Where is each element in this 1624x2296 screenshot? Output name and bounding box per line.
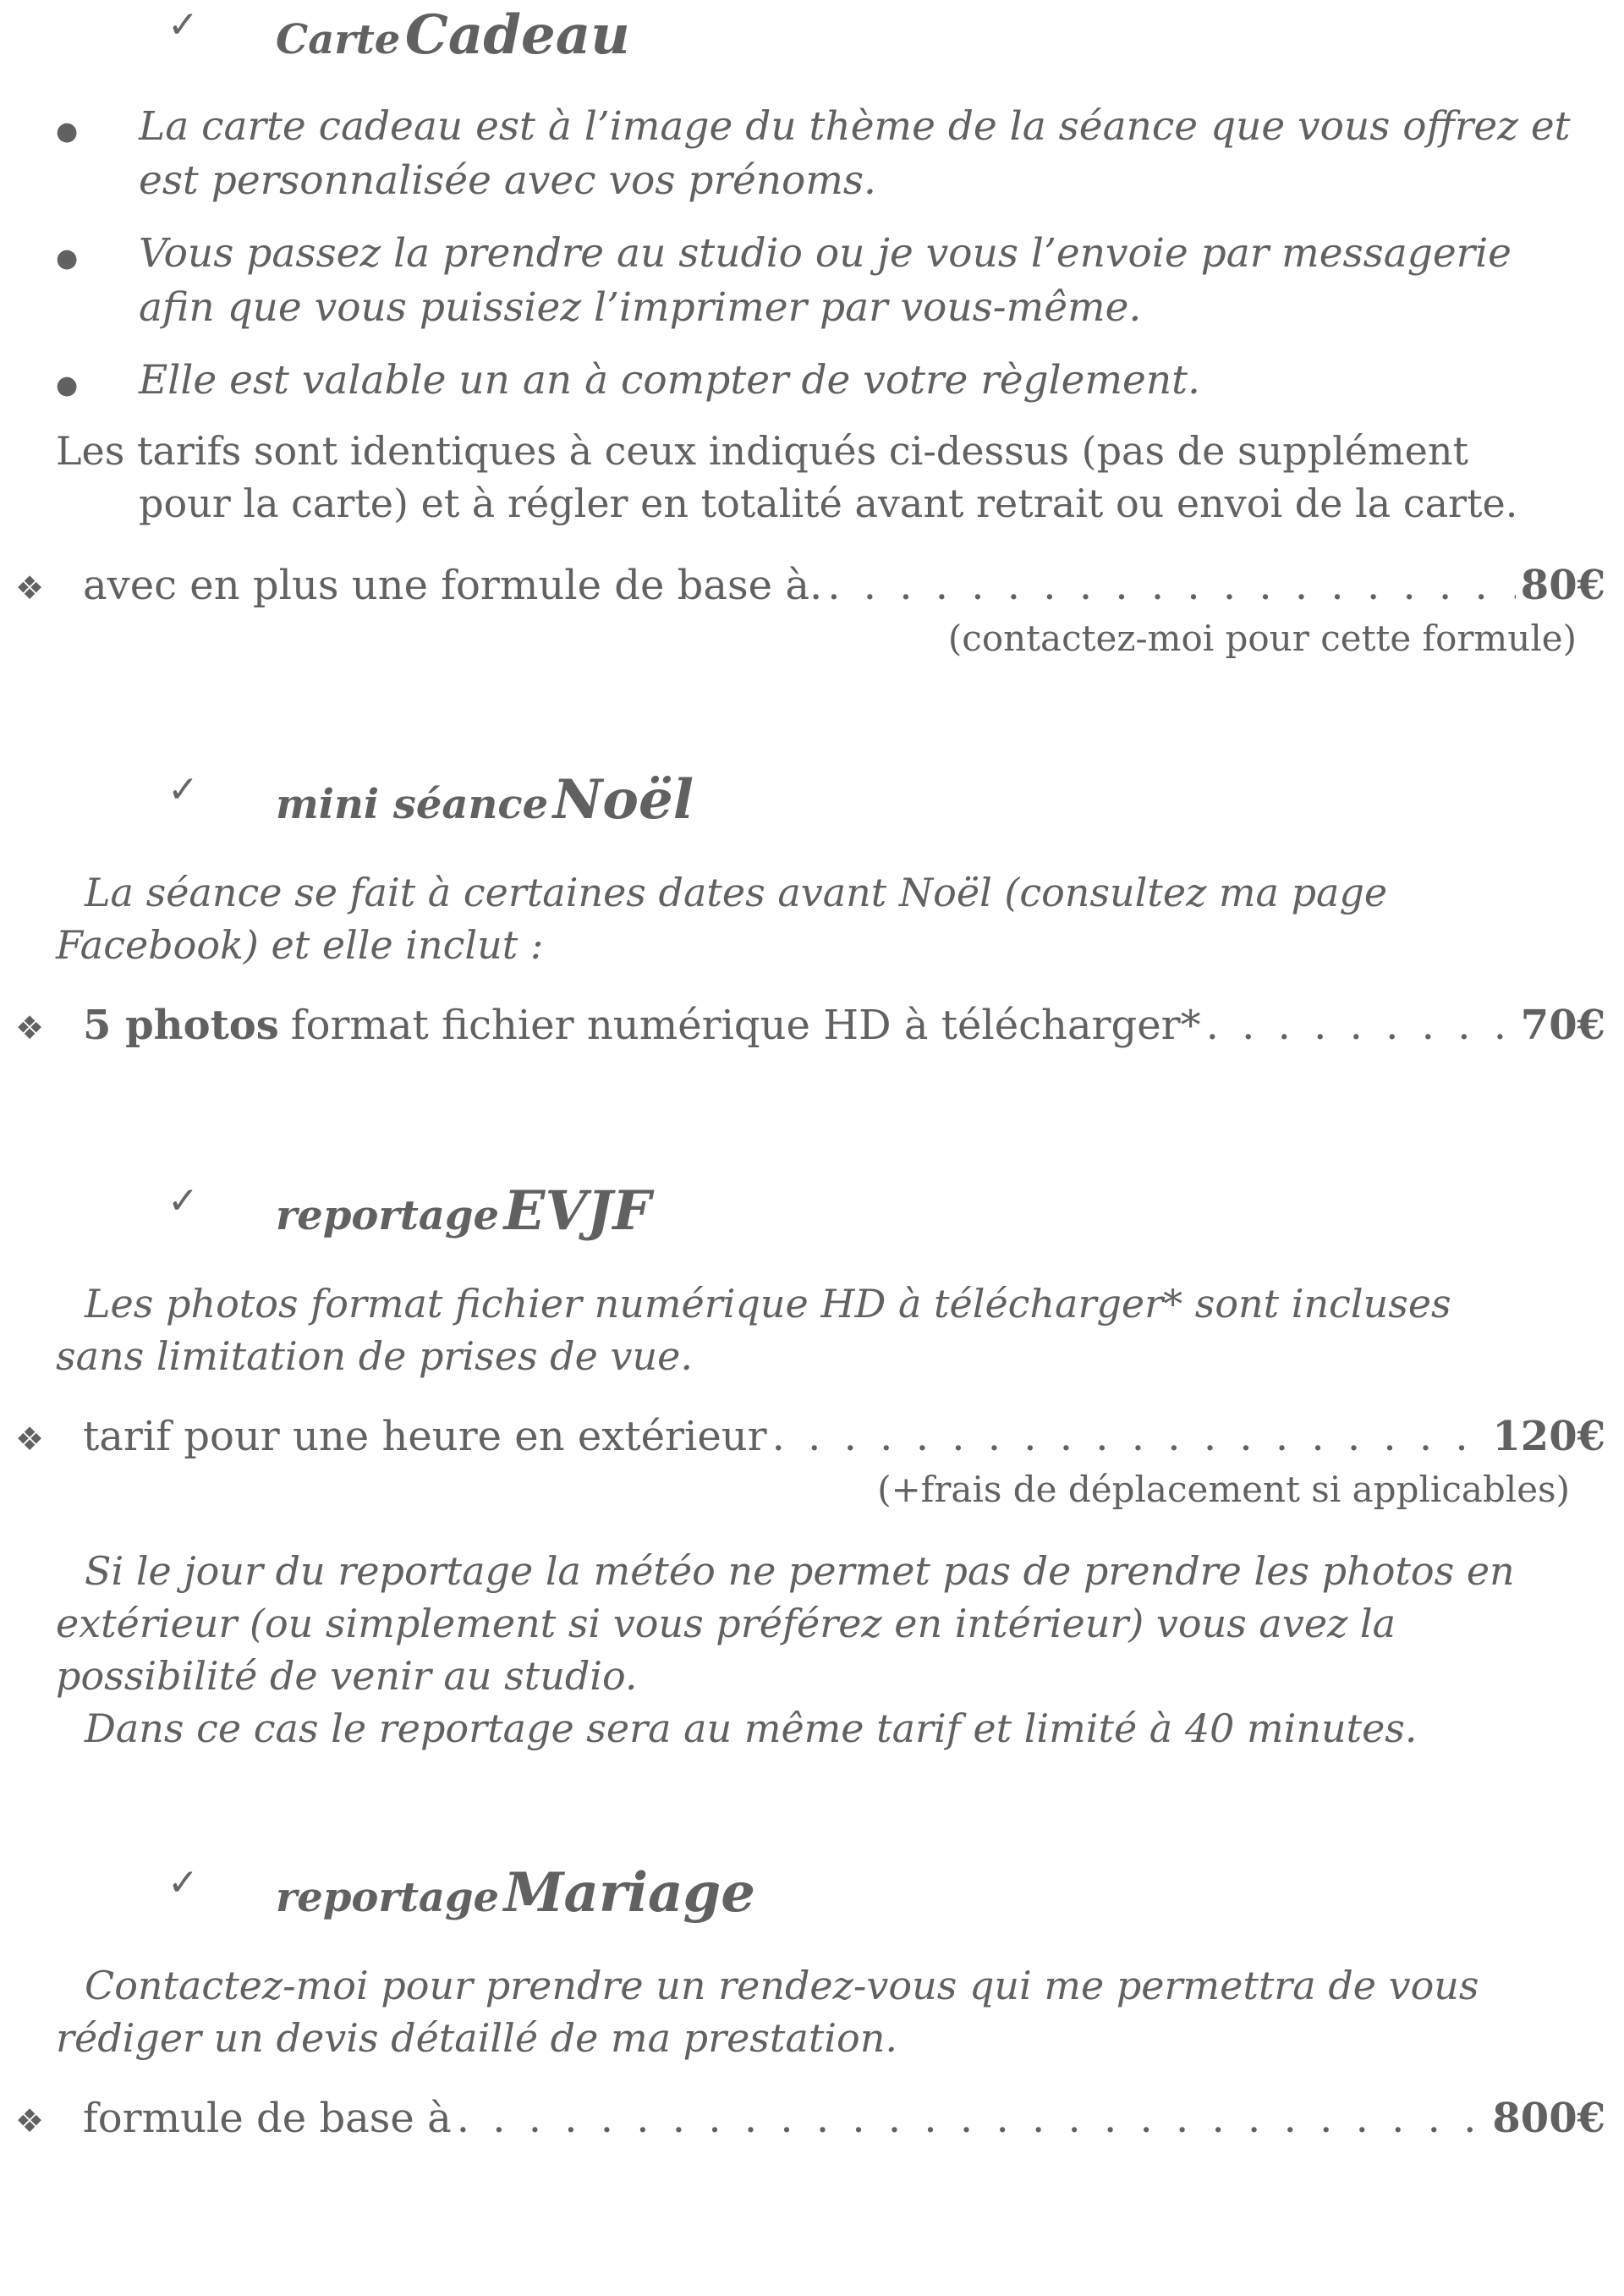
price-bold-label: 5 photos: [83, 1002, 279, 1049]
check-icon: ✓: [167, 1861, 199, 1904]
heading-small-text: reportage: [276, 1192, 500, 1239]
heading-small-text: Carte: [276, 16, 401, 63]
price-note: (contactez-moi pour cette formule): [947, 618, 1577, 659]
evjf-meteo-paragraph: Si le jour du reportage la météo ne permet pas de prendre les photos en extérieur (ou simplement si vous préférez en intérieur) vous avez la possibilité de venir au studio.: [56, 1548, 1515, 1699]
mariage-description: Contactez-moi pour prendre un rendez-vous qui me permettra de vous rédiger un devis détaillé de ma prestation.: [56, 1963, 1479, 2061]
price-label: format fichier numérique HD à télécharger*: [290, 1002, 1201, 1049]
diamond-bullet-icon: ❖: [15, 569, 45, 607]
heading-title: [276, 1179, 651, 1243]
dot-leader: [457, 2095, 1488, 2142]
price-label: formule de base à: [83, 2095, 452, 2142]
heading-big-text: Noël: [552, 768, 694, 832]
price-label: avec en plus une formule de base à.: [83, 562, 823, 609]
bullet-text: Elle est valable un an à compter de votre règlement.: [139, 357, 1200, 404]
heading-small-text: mini séance: [276, 781, 549, 828]
tarifs-paragraph: [56, 425, 1595, 530]
price-line-evjf: [15, 1413, 1605, 1467]
price-line-noel: [15, 1002, 1605, 1056]
dot-leader: [772, 1413, 1488, 1460]
dot-leader: [827, 562, 1516, 609]
price-amount: 800€: [1492, 2095, 1605, 2142]
check-icon: ✓: [167, 768, 199, 811]
price-label: tarif pour une heure en extérieur: [83, 1413, 767, 1460]
bullet-icon: ●: [56, 371, 79, 400]
price-line-mariage: [15, 2095, 1605, 2149]
heading-big-text: EVJF: [503, 1179, 651, 1243]
heading-title: [276, 1861, 755, 1925]
tarifs-line: Les tarifs sont identiques à ceux indiqués ci-dessus (pas de supplément: [56, 428, 1468, 474]
heading-small-text: reportage: [276, 1874, 500, 1921]
heading-title: [276, 3, 630, 67]
diamond-bullet-icon: ❖: [15, 2102, 45, 2139]
price-amount: 70€: [1520, 1002, 1605, 1049]
evjf-description: Les photos format fichier numérique HD à télécharger* sont incluses sans limitation de prises de vue.: [56, 1281, 1451, 1379]
bullet-icon: ●: [56, 117, 79, 146]
diamond-bullet-icon: ❖: [15, 1420, 45, 1458]
check-icon: ✓: [167, 3, 199, 47]
check-icon: ✓: [167, 1179, 199, 1222]
heading-big-text: Cadeau: [404, 3, 630, 67]
noel-description: La séance se fait à certaines dates avant Noël (consultez ma page Facebook) et elle inclut :: [56, 870, 1388, 968]
price-amount: 120€: [1492, 1413, 1605, 1460]
tarifs-line: pour la carte) et à régler en totalité avant retrait ou envoi de la carte.: [139, 481, 1518, 526]
evjf-cas-paragraph: Dans ce cas le reportage sera au même tarif et limité à 40 minutes.: [85, 1706, 1418, 1751]
price-note: (+frais de déplacement si applicables): [877, 1469, 1570, 1510]
price-amount: 80€: [1520, 562, 1605, 609]
bullet-icon: ●: [56, 244, 79, 273]
diamond-bullet-icon: ❖: [15, 1009, 45, 1046]
heading-big-text: Mariage: [503, 1861, 755, 1925]
price-line-carte-cadeau: [15, 562, 1605, 616]
bullet-text: Vous passez la prendre au studio ou je vous l’envoie par messagerie afin que vous puissiez l’imprimer par vous-même.: [139, 230, 1512, 331]
dot-leader: [1206, 1002, 1516, 1049]
bullet-text: La carte cadeau est à l’image du thème de la séance que vous offrez et est personnalisée avec vos prénoms.: [139, 103, 1571, 204]
heading-title: [276, 768, 694, 832]
